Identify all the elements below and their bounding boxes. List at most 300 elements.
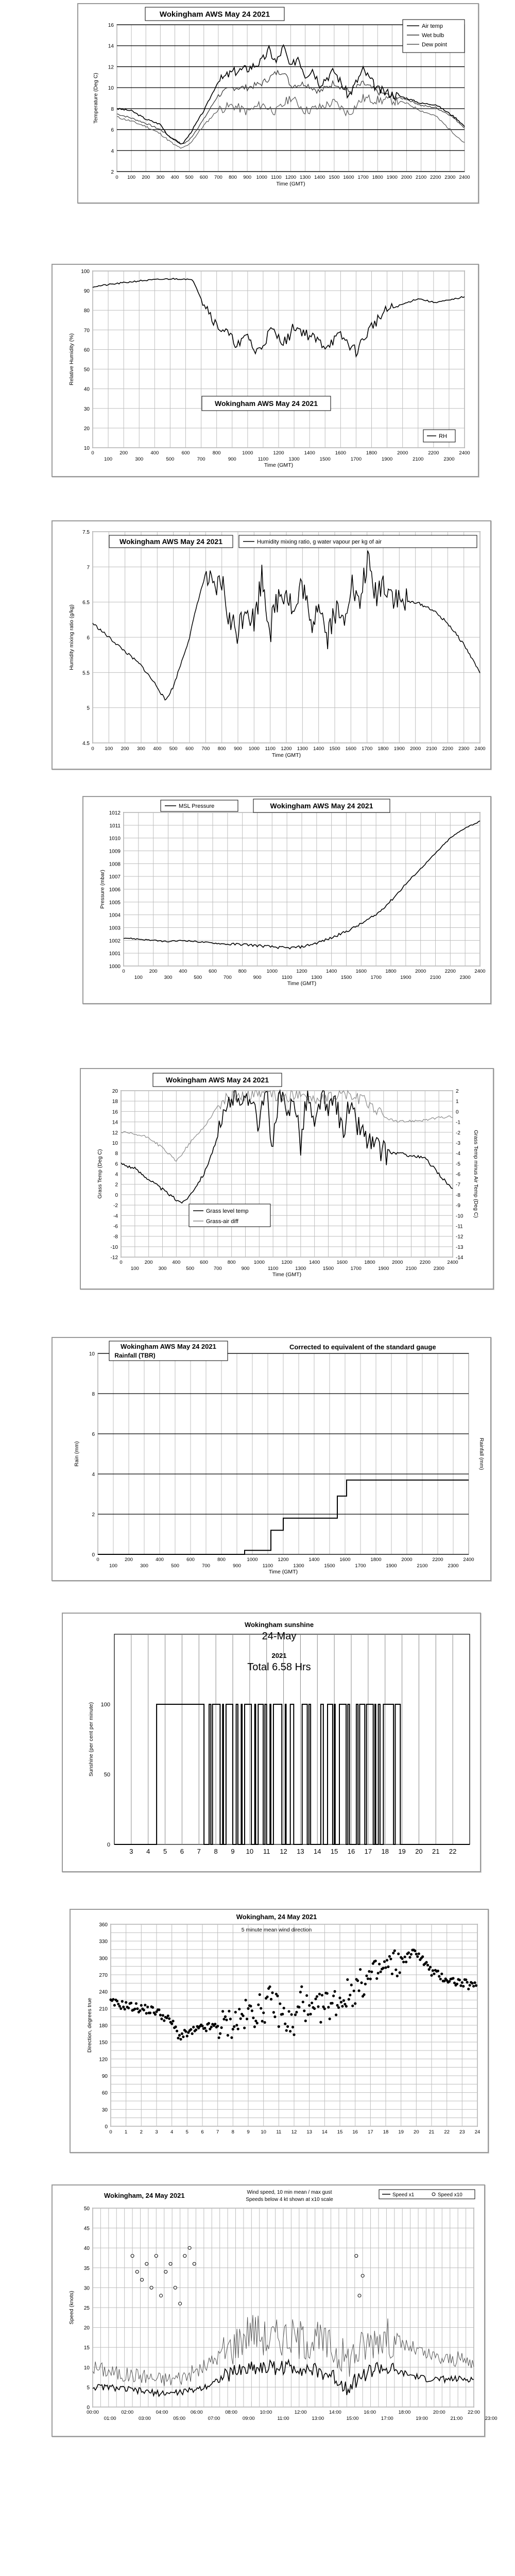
direction-point xyxy=(284,2023,286,2025)
direction-point xyxy=(243,2027,246,2029)
direction-point xyxy=(118,2005,121,2008)
x-tick-label: 2200 xyxy=(432,1557,443,1563)
x10-point xyxy=(160,2294,163,2297)
direction-point xyxy=(389,1958,392,1960)
direction-point xyxy=(383,1960,386,1963)
x-tick-label: 100 xyxy=(127,175,136,180)
direction-point xyxy=(307,2013,310,2016)
direction-point xyxy=(472,1985,475,1988)
legend-item: Humidity mixing ratio, g water vapour per kg of air xyxy=(257,539,382,545)
direction-point xyxy=(122,2006,125,2008)
direction-point xyxy=(367,1977,369,1980)
direction-point xyxy=(208,2022,210,2025)
x-tick-label: 1200 xyxy=(285,175,297,180)
direction-point xyxy=(259,1993,261,1996)
direction-point xyxy=(426,1964,429,1967)
y-axis-label: Sunshine (per cent per minute) xyxy=(88,1702,94,1777)
direction-point xyxy=(295,2011,298,2013)
x-tick-label: 1400 xyxy=(308,1557,320,1563)
direction-point xyxy=(428,1968,431,1971)
direction-point xyxy=(289,2030,291,2032)
wind-direction-chart xyxy=(71,1910,488,2152)
x-tick-label: 200 xyxy=(119,450,128,456)
direction-point xyxy=(364,1982,367,1985)
direction-point xyxy=(399,1971,401,1974)
direction-point xyxy=(380,1971,382,1973)
x-tick-label: 1000 xyxy=(248,746,260,752)
direction-point xyxy=(214,2023,216,2025)
x10-point xyxy=(179,2302,182,2305)
x-tick-label: 8 xyxy=(231,2129,234,2135)
x-tick-label: 21 xyxy=(432,1848,440,1855)
y-tick-label: 100 xyxy=(100,1702,110,1708)
pressure-chart xyxy=(83,797,490,1003)
direction-point xyxy=(179,2038,182,2041)
direction-point xyxy=(176,2030,178,2032)
x-tick-label: 7 xyxy=(197,1848,201,1855)
x-tick-label: 2200 xyxy=(419,1260,431,1265)
direction-point xyxy=(326,1992,329,1995)
direction-point xyxy=(175,2026,177,2028)
x-tick-label: 17 xyxy=(364,1848,372,1855)
x-tick-label: 1900 xyxy=(382,456,393,462)
x-tick-label: 400 xyxy=(150,450,159,456)
y-right-tick-label: -3 xyxy=(456,1140,460,1146)
direction-point xyxy=(190,2028,192,2031)
x-tick-label: 1300 xyxy=(288,456,300,462)
direction-point xyxy=(224,2015,227,2018)
x-tick-label: 100 xyxy=(130,1266,139,1272)
y-axis-label: Relative Humidity (%) xyxy=(68,333,75,385)
y-tick-label: 80 xyxy=(83,308,90,314)
direction-point xyxy=(358,1989,360,1992)
x-tick-label: 14 xyxy=(314,1848,321,1855)
x-tick-label: 1700 xyxy=(350,456,362,462)
grass-temperature-chart xyxy=(81,1069,493,1289)
y-tick-label: 1001 xyxy=(109,951,121,957)
y-right-tick-label: -2 xyxy=(456,1130,460,1136)
direction-point xyxy=(232,2028,234,2030)
direction-point xyxy=(163,2019,165,2022)
y-tick-label: 2 xyxy=(115,1182,118,1188)
x-tick-label: 2300 xyxy=(458,746,470,752)
y-right-tick-label: -13 xyxy=(456,1244,464,1250)
y-tick-label: 10 xyxy=(83,446,90,451)
y-tick-label: -8 xyxy=(113,1234,118,1240)
y-tick-label: 15 xyxy=(83,2345,90,2351)
x-tick-label: 700 xyxy=(201,746,210,752)
direction-point xyxy=(340,2001,342,2004)
direction-point xyxy=(311,2002,313,2004)
legend-item: Speed x1 xyxy=(392,2192,415,2198)
direction-point xyxy=(318,1993,321,1995)
x-tick-label: 400 xyxy=(172,1260,181,1265)
direction-point xyxy=(170,2022,173,2025)
x-tick-label: 14 xyxy=(322,2129,328,2135)
x-tick-label: 6 xyxy=(201,2129,204,2135)
chart-note: Corrected to equivalent of the standard gauge xyxy=(289,1343,436,1351)
x-tick-label: 9 xyxy=(231,1848,235,1855)
x-tick-label: 500 xyxy=(166,456,175,462)
direction-point xyxy=(144,2004,146,2006)
y-tick-label: 1012 xyxy=(109,810,121,816)
x-tick-label: 1600 xyxy=(339,1557,351,1563)
y-axis-label: Pressure (mbar) xyxy=(99,870,106,909)
direction-point xyxy=(167,2014,169,2017)
x-tick-label: 300 xyxy=(137,746,145,752)
direction-point xyxy=(136,2007,139,2010)
direction-point xyxy=(375,1977,378,1980)
x-tick-label: 03:00 xyxy=(139,2416,151,2421)
y-tick-label: 4 xyxy=(92,1472,95,1478)
direction-point xyxy=(260,2007,262,2010)
x-tick-label: 1000 xyxy=(256,175,267,180)
x-tick-label: 1100 xyxy=(281,975,293,980)
x-tick-label: 400 xyxy=(153,746,162,752)
y-tick-label: 1003 xyxy=(109,925,121,931)
x-tick-label: 1500 xyxy=(324,1563,335,1569)
legend-item: Grass level temp xyxy=(206,1208,249,1214)
direction-point xyxy=(321,1994,323,1996)
x-tick-label: 17 xyxy=(368,2129,373,2135)
y-right-tick-label: -6 xyxy=(456,1172,460,1178)
direction-point xyxy=(184,2030,187,2033)
x-tick-label: 23:00 xyxy=(485,2416,497,2421)
direction-point xyxy=(264,2021,266,2024)
direction-point xyxy=(191,2032,194,2035)
x-tick-label: 20 xyxy=(415,1848,423,1855)
y-tick-label: -4 xyxy=(113,1213,118,1219)
x-tick-label: 1400 xyxy=(326,969,337,974)
chart-title: Wokingham AWS May 24 2021 xyxy=(121,1343,216,1350)
x-tick-label: 0 xyxy=(96,1557,99,1563)
x-tick-label: 0 xyxy=(119,1260,123,1265)
x-tick-label: 5 xyxy=(163,1848,167,1855)
direction-point xyxy=(237,2028,239,2030)
x-tick-label: 2200 xyxy=(444,969,456,974)
direction-point xyxy=(329,2018,331,2020)
direction-point xyxy=(303,2009,305,2012)
direction-point xyxy=(363,1993,365,1996)
direction-point xyxy=(225,2019,228,2021)
chart-title: Wokingham AWS May 24 2021 xyxy=(215,399,318,408)
y-axis-label: Humidity mixing ratio (g/kg) xyxy=(68,604,75,670)
direction-point xyxy=(160,2018,163,2020)
direction-point xyxy=(331,2002,334,2005)
direction-point xyxy=(261,2020,264,2023)
x-tick-label: 700 xyxy=(223,975,232,980)
x-tick-label: 1700 xyxy=(355,1563,366,1569)
direction-point xyxy=(391,1973,393,1975)
x-tick-label: 1800 xyxy=(385,969,397,974)
x-tick-label: 10 xyxy=(246,1848,254,1855)
x-tick-label: 1500 xyxy=(319,456,331,462)
x-tick-label: 1500 xyxy=(340,975,352,980)
x-tick-label: 1700 xyxy=(350,1266,362,1272)
direction-point xyxy=(440,1973,443,1975)
x-tick-label: 11:00 xyxy=(277,2416,289,2421)
x-tick-label: 18:00 xyxy=(398,2410,411,2415)
y-tick-label: 0 xyxy=(107,1842,110,1848)
x-tick-label: 1800 xyxy=(377,746,389,752)
x-tick-label: 2000 xyxy=(392,1260,403,1265)
direction-point xyxy=(425,1961,428,1963)
direction-point xyxy=(234,2011,237,2013)
direction-point xyxy=(238,2008,241,2010)
legend-item: Speed x10 xyxy=(438,2192,462,2198)
x-tick-label: 2200 xyxy=(442,746,453,752)
direction-point xyxy=(374,1960,377,1962)
x-tick-label: 2300 xyxy=(459,975,471,980)
y-right-tick-label: -4 xyxy=(456,1151,460,1157)
x-tick-label: 1800 xyxy=(372,175,383,180)
direction-point xyxy=(143,2009,145,2011)
x-tick-label: 700 xyxy=(197,456,205,462)
direction-point xyxy=(182,2036,184,2038)
y-tick-label: 6 xyxy=(115,1161,118,1167)
x-axis-label: Time (GMT) xyxy=(287,980,317,987)
y-tick-label: 10 xyxy=(108,86,114,92)
y-tick-label: 25 xyxy=(83,2306,90,2311)
x10-point xyxy=(141,2278,144,2281)
direction-point xyxy=(251,2009,253,2012)
x-tick-label: 0 xyxy=(115,175,118,180)
x-tick-label: 15 xyxy=(337,2129,343,2135)
x-tick-label: 800 xyxy=(217,1557,226,1563)
direction-point xyxy=(281,2013,284,2015)
direction-point xyxy=(293,2033,295,2036)
direction-point xyxy=(404,1956,406,1958)
direction-point xyxy=(402,1961,405,1963)
direction-point xyxy=(394,1969,397,1971)
x-tick-label: 800 xyxy=(217,746,226,752)
x-tick-label: 1900 xyxy=(386,1563,397,1569)
x-tick-label: 04:00 xyxy=(156,2410,168,2415)
x-tick-label: 400 xyxy=(170,175,179,180)
chart-title: Wokingham AWS May 24 2021 xyxy=(119,537,222,546)
direction-point xyxy=(121,2000,124,2003)
chart-title: Wokingham, 24 May 2021 xyxy=(236,1913,317,1921)
x-tick-label: 700 xyxy=(214,175,222,180)
direction-point xyxy=(354,2002,356,2005)
direction-point xyxy=(304,2020,307,2022)
y-tick-label: 0 xyxy=(115,1192,118,1198)
legend-swatch xyxy=(432,2193,435,2196)
y-tick-label: 8 xyxy=(92,1392,95,1397)
x-tick-label: 23 xyxy=(459,2129,465,2135)
x-axis-label: Time (GMT) xyxy=(264,462,294,468)
y-tick-label: 10 xyxy=(112,1140,118,1146)
legend-item: Air temp xyxy=(422,23,443,29)
direction-point xyxy=(300,1986,303,1988)
direction-point xyxy=(230,2036,233,2039)
y-tick-label: 30 xyxy=(83,406,90,412)
direction-point xyxy=(397,1953,400,1955)
x-tick-label: 13:00 xyxy=(312,2416,324,2421)
y-tick-label: 210 xyxy=(99,2006,108,2012)
x-tick-label: 13 xyxy=(306,2129,312,2135)
direction-point xyxy=(350,1984,353,1986)
x-tick-label: 2200 xyxy=(428,450,439,456)
y-tick-label: 30 xyxy=(101,2107,108,2113)
x10-point xyxy=(131,2255,134,2258)
y-tick-label: 1009 xyxy=(109,849,121,855)
x-tick-label: 1 xyxy=(125,2129,128,2135)
relative-humidity-chart xyxy=(53,265,478,476)
direction-point xyxy=(276,1995,279,1997)
direction-point xyxy=(181,2032,183,2035)
x-tick-label: 1600 xyxy=(343,175,354,180)
y-tick-label: 30 xyxy=(83,2285,90,2292)
x-tick-label: 2200 xyxy=(430,175,441,180)
y-tick-label: 1010 xyxy=(109,836,121,842)
x-tick-label: 1600 xyxy=(355,969,367,974)
x-tick-label: 2100 xyxy=(430,975,441,980)
direction-point xyxy=(227,2034,229,2037)
x-tick-label: 1400 xyxy=(313,746,324,752)
direction-point xyxy=(302,2001,304,2003)
y-tick-label: 20 xyxy=(112,1089,118,1094)
direction-point xyxy=(268,1986,271,1988)
direction-point xyxy=(474,1981,476,1984)
direction-point xyxy=(125,2001,127,2004)
x-tick-label: 1800 xyxy=(370,1557,382,1563)
y-tick-label: 18 xyxy=(112,1099,118,1105)
x-tick-label: 400 xyxy=(156,1557,164,1563)
x-tick-label: 1300 xyxy=(295,1266,306,1272)
y-tick-label: 4 xyxy=(115,1172,118,1178)
y-tick-label: 16 xyxy=(112,1109,118,1115)
direction-point xyxy=(140,2004,143,2007)
x10-point xyxy=(174,2286,177,2289)
x-tick-label: 12 xyxy=(291,2129,297,2135)
direction-point xyxy=(359,1968,362,1971)
y-tick-label: 6 xyxy=(92,1432,95,1437)
direction-point xyxy=(195,2028,197,2031)
direction-point xyxy=(145,2012,148,2014)
x-tick-label: 1800 xyxy=(366,450,377,456)
direction-point xyxy=(401,1957,404,1960)
x-tick-label: 1700 xyxy=(370,975,382,980)
x-tick-label: 1900 xyxy=(378,1266,389,1272)
y-tick-label: 7 xyxy=(87,565,90,571)
x-tick-label: 900 xyxy=(241,1266,250,1272)
x-tick-label: 0 xyxy=(91,746,94,752)
direction-point xyxy=(239,2018,242,2020)
y-tick-label: 90 xyxy=(83,289,90,295)
y-tick-label: 45 xyxy=(83,2226,90,2232)
x10-point xyxy=(169,2262,172,2265)
x-tick-label: 05:00 xyxy=(173,2416,186,2421)
y-right-tick-label: -8 xyxy=(456,1192,460,1198)
x-tick-label: 0 xyxy=(91,450,94,456)
x-tick-label: 1700 xyxy=(362,746,373,752)
y-tick-label: 35 xyxy=(83,2265,90,2272)
y-right-tick-label: -12 xyxy=(456,1234,464,1240)
y-tick-label: 180 xyxy=(99,2023,108,2029)
direction-point xyxy=(351,2005,354,2007)
x-tick-label: 2100 xyxy=(413,456,424,462)
x-tick-label: 24 xyxy=(474,2129,480,2135)
x-tick-label: 500 xyxy=(194,975,202,980)
x-tick-label: 800 xyxy=(227,1260,236,1265)
x-tick-label: 2100 xyxy=(416,175,427,180)
x-tick-label: 10 xyxy=(261,2129,266,2135)
x-tick-label: 600 xyxy=(200,1260,208,1265)
x-tick-label: 100 xyxy=(109,1563,117,1569)
x-tick-label: 17:00 xyxy=(381,2416,393,2421)
x-tick-label: 11 xyxy=(263,1848,270,1855)
x-tick-label: 1300 xyxy=(300,175,311,180)
y-right-tick-label: 2 xyxy=(456,1089,459,1094)
x-tick-label: 16 xyxy=(352,2129,358,2135)
chart-title: Wokingham AWS May 24 2021 xyxy=(270,802,373,810)
direction-point xyxy=(432,1969,434,1972)
y-tick-label: 10 xyxy=(89,1351,95,1357)
x-tick-label: 8 xyxy=(214,1848,218,1855)
direction-point xyxy=(314,1997,317,2000)
y-tick-label: 240 xyxy=(99,1989,108,1995)
y-right-tick-label: -7 xyxy=(456,1182,460,1188)
direction-point xyxy=(335,2013,337,2016)
direction-point xyxy=(368,1970,370,1973)
x-tick-label: 1200 xyxy=(281,746,292,752)
direction-point xyxy=(286,2025,289,2028)
direction-point xyxy=(356,1979,359,1982)
direction-point xyxy=(388,1955,391,1958)
direction-point xyxy=(387,1965,389,1968)
y-axis-label: Temperature (Deg C) xyxy=(93,73,99,124)
y-right-tick-label: 0 xyxy=(456,1109,459,1115)
direction-point xyxy=(216,2025,219,2027)
direction-point xyxy=(382,1967,385,1970)
date-label: 24-May xyxy=(262,1631,297,1642)
direction-point xyxy=(334,1990,336,1993)
x-tick-label: 7 xyxy=(216,2129,219,2135)
y-axis-label: Speed (knots) xyxy=(68,2291,75,2325)
y-tick-label: 40 xyxy=(83,2246,90,2252)
direction-point xyxy=(346,1978,349,1981)
rainfall-chart-panel xyxy=(52,1337,491,1581)
x-tick-label: 2300 xyxy=(444,175,456,180)
x-tick-label: 15:00 xyxy=(346,2416,359,2421)
x10-point xyxy=(188,2246,191,2249)
direction-point xyxy=(313,2007,316,2010)
direction-point xyxy=(245,1999,247,2002)
x-tick-label: 1000 xyxy=(253,1260,265,1265)
x-tick-label: 09:00 xyxy=(242,2416,255,2421)
x-tick-label: 5 xyxy=(185,2129,188,2135)
x10-point xyxy=(150,2286,153,2289)
x-tick-label: 18 xyxy=(383,2129,389,2135)
x-tick-label: 2000 xyxy=(401,1557,413,1563)
x10-point xyxy=(355,2255,358,2258)
x10-point xyxy=(361,2274,364,2277)
x-tick-label: 22 xyxy=(449,1848,457,1855)
x-tick-label: 100 xyxy=(105,746,113,752)
direction-point xyxy=(393,1950,396,1952)
x-tick-label: 600 xyxy=(199,175,208,180)
x-tick-label: 300 xyxy=(158,1266,167,1272)
y-tick-label: 50 xyxy=(104,1772,110,1778)
direction-point xyxy=(408,1956,411,1959)
x-tick-label: 200 xyxy=(121,746,129,752)
direction-point xyxy=(458,1979,461,1981)
direction-point xyxy=(228,2010,230,2012)
direction-point xyxy=(288,2010,290,2013)
x-tick-label: 19:00 xyxy=(416,2416,428,2421)
x-tick-label: 2000 xyxy=(401,175,413,180)
